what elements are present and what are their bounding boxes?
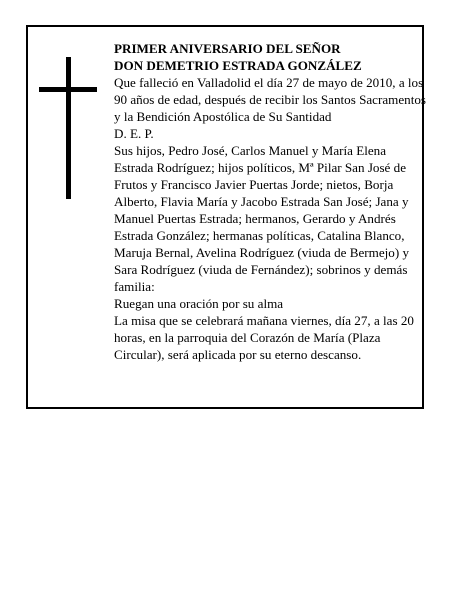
cross-icon bbox=[39, 57, 97, 199]
prayer-request: Ruegan una oración por su alma bbox=[114, 296, 284, 311]
death-info: Que falleció en Valladolid el día 27 de mayo de 2010, a los 90 años de edad, después de recibir los Santos Sacramentos y la Bendición Apostólica de Su Santidad bbox=[114, 75, 426, 124]
cross-vertical-bar bbox=[66, 57, 71, 199]
notice-heading-line1: PRIMER ANIVERSARIO DEL SEÑOR bbox=[114, 41, 341, 56]
mass-announcement: La misa que se celebrará mañana viernes, día 27, a las 20 horas, en la parroquia del Corazón de María (Plaza Circular), será aplicada por su eterno descanso. bbox=[114, 313, 414, 362]
dep-text: D. E. P. bbox=[114, 126, 154, 141]
cross-horizontal-bar bbox=[39, 87, 97, 92]
notice-heading-line2: DON DEMETRIO ESTRADA GONZÁLEZ bbox=[114, 58, 362, 73]
obituary-notice bbox=[26, 25, 424, 409]
family-list: Sus hijos, Pedro José, Carlos Manuel y María Elena Estrada Rodríguez; hijos políticos, Mª Pilar San José de Frutos y Francisco Javier Puertas Jorde; nietos, Borja Alberto, Flavia María y Jacobo Estrada San José; Jana y Manuel Puertas Estrada; hermanos, Gerardo y Andrés Estrada González; hermanas políticas, Catalina Blanco, Maruja Bernal, Avelina Rodríguez (viuda de Bermejo) y Sara Rodríguez (viuda de Fernández); sobrinos y demás familia: bbox=[114, 143, 409, 294]
notice-text bbox=[114, 40, 426, 363]
